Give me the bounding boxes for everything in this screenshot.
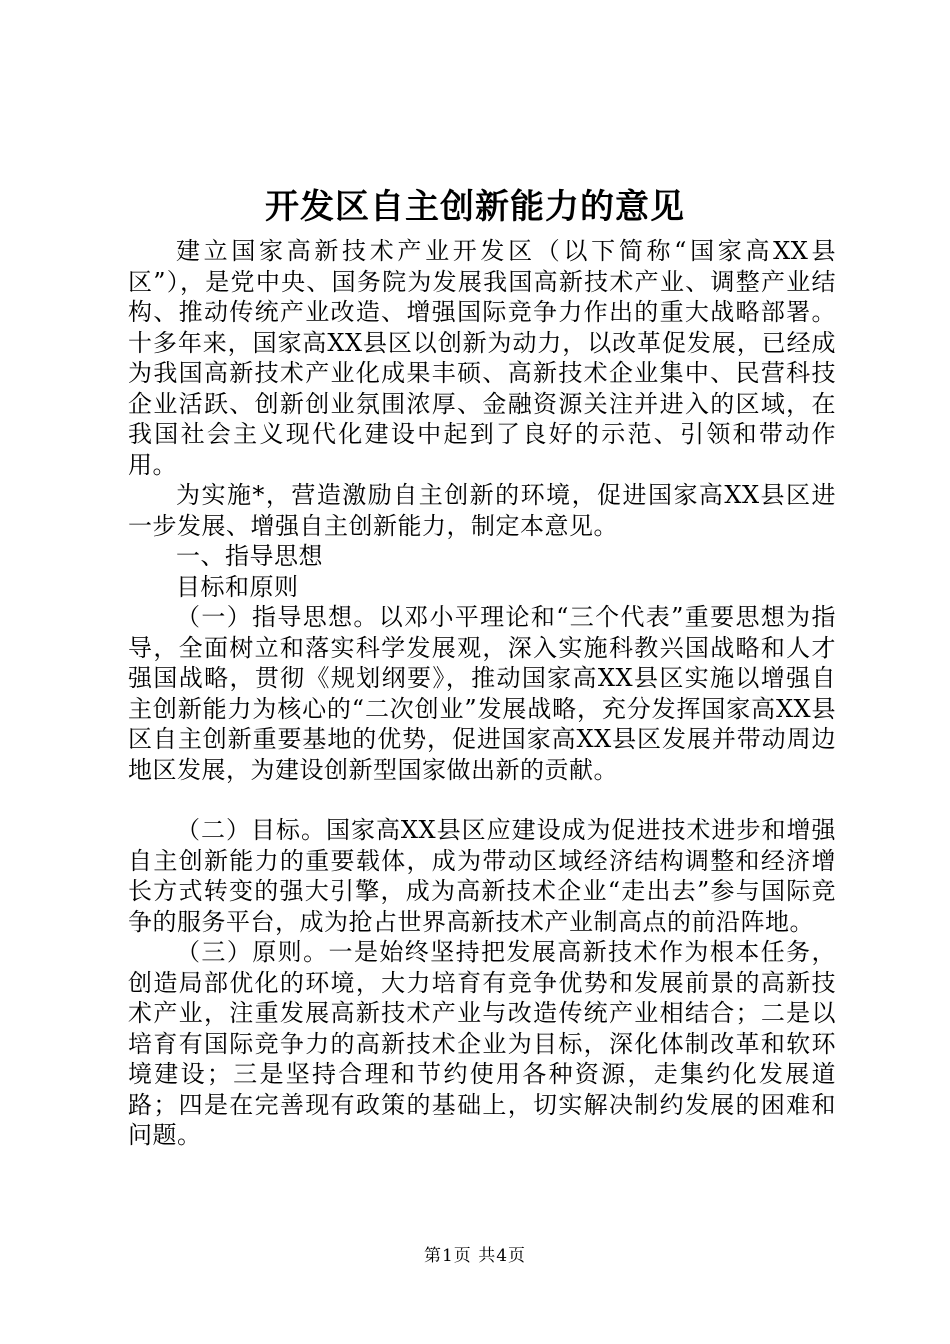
document-title: 开发区自主创新能力的意见 <box>265 187 685 227</box>
principle-paragraph: （三）原则。一是始终坚持把发展高新技术作为根本任务，创造局部优化的环境，大力培育有竞争优势和发展前景的高新技术产业，注重发展高新技术产业与改造传统产业相结合；二是以培育有国际竞争力的高新技术企业为目标，深化体制改革和软环境建设；三是坚持合理和节约使用各种资源，走集约化发展道路；四是在完善现有政策的基础上，切实解决制约发展的困难和问题。 <box>128 938 836 1149</box>
page-number-footer: 第1页 共4页 <box>423 1246 527 1266</box>
guiding-thought-paragraph: （一）指导思想。以邓小平理论和“三个代表”重要思想为指导，全面树立和落实科学发展观，深入实施科教兴国战略和人才强国战略，贯彻《规划纲要》，推动国家高XX县区实施以增强自主创新能力为核心的“二次创业”发展战略，充分发挥国家高XX县区自主创新重要基地的优势，促进国家高XX县区发展并带动周边地区发展，为建设创新型国家做出新的贡献。 <box>128 603 836 784</box>
section-heading: 一、指导思想 <box>176 542 323 570</box>
goal-paragraph: （二）目标。国家高XX县区应建设成为促进技术进步和增强自主创新能力的重要载体，成为带动区域经济结构调整和经济增长方式转变的强大引擎，成为高新技术企业“走出去”参与国际竞争的服务平台，成为抢占世界高新技术产业制高点的前沿阵地。 <box>128 816 836 936</box>
section-subheading: 目标和原则 <box>176 572 299 601</box>
intro-paragraph: 建立国家高新技术产业开发区（以下简称“国家高XX县区”），是党中央、国务院为发展我国高新技术产业、调整产业结构、推动传统产业改造、增强国际竞争力作出的重大战略部署。十多年来，国家高XX县区以创新为动力，以改革促发展，已经成为我国高新技术产业化成果丰硕、高新技术企业集中、民营科技企业活跃、创新创业氛围浓厚、金融资源关注并进入的区域，在我国社会主义现代化建设中起到了良好的示范、引领和带动作用。 <box>128 237 836 479</box>
purpose-paragraph: 为实施*，营造激励自主创新的环境，促进国家高XX县区进一步发展、增强自主创新能力，制定本意见。 <box>128 481 836 540</box>
document-body <box>128 236 836 1151</box>
